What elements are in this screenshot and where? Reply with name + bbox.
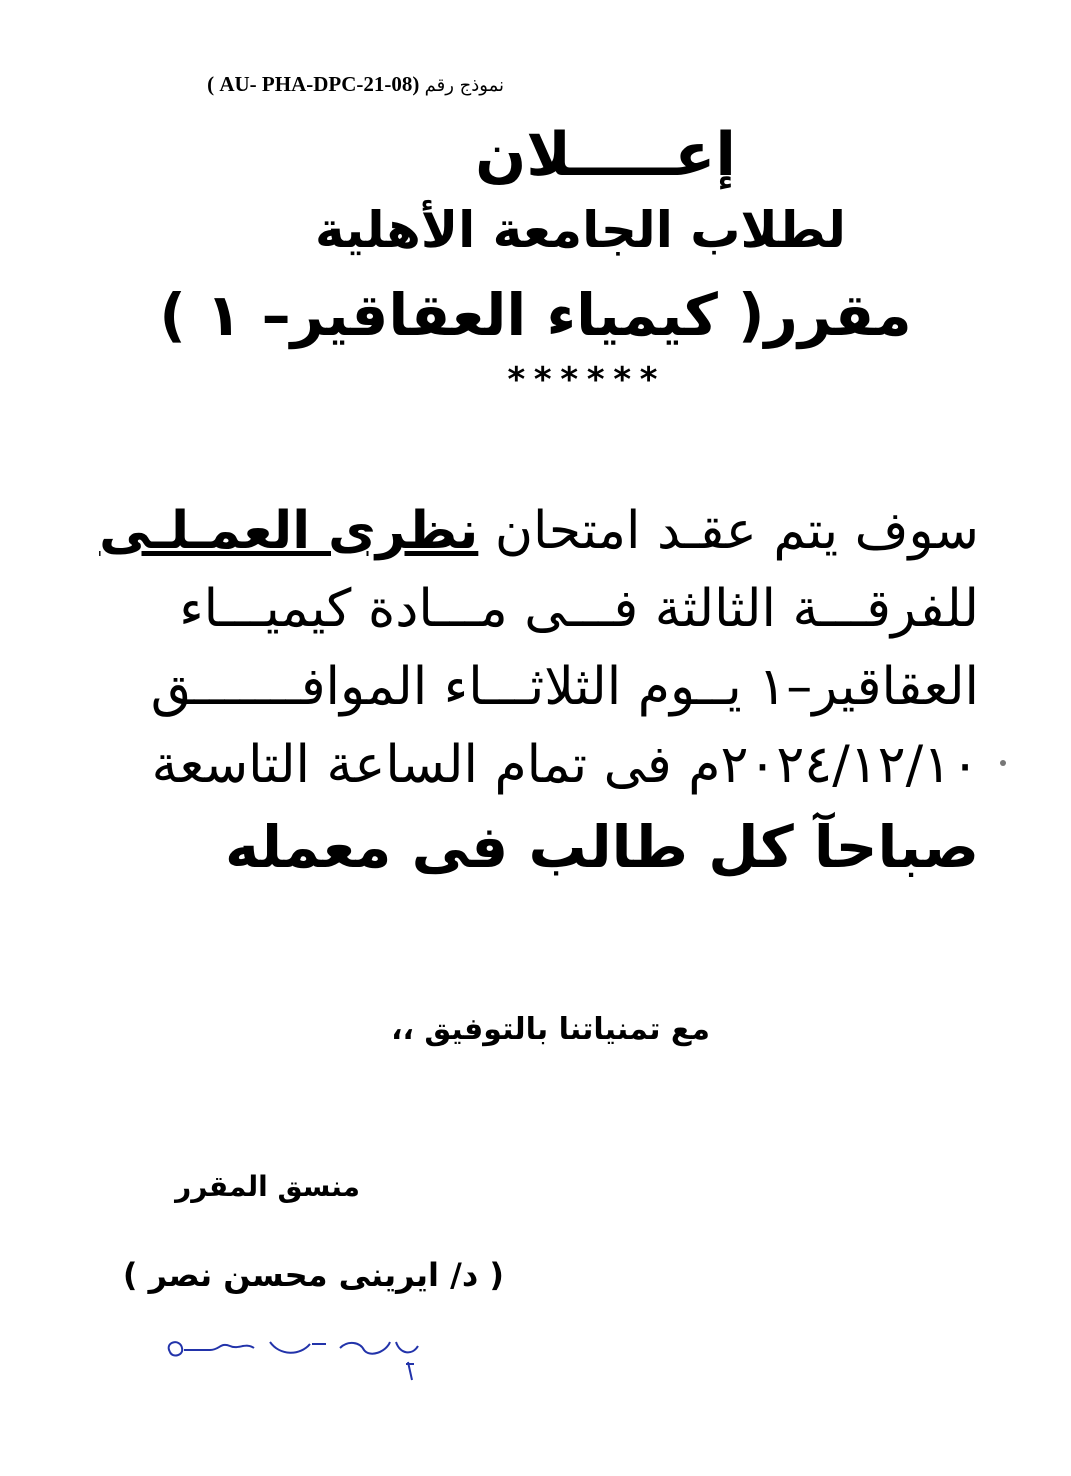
header-block — [0, 120, 1071, 400]
form-number-code: (AU- PHA-DPC-21-08 ) — [207, 72, 420, 96]
coordinator-name: ( د/ ايرينى محسن نصر ) — [122, 1256, 504, 1294]
body-line-2: للفرقـــة الثالثة فـــى مـــادة كيميـــاء — [179, 579, 979, 639]
form-number-label: نموذج رقم — [424, 75, 504, 96]
body-line-3: العقاقير–١ يــوم الثلاثـــاء الموافـــــــق — [150, 657, 979, 717]
form-number — [104, 72, 504, 97]
closing-wishes: مع تمنياتنا بالتوفيق ،، — [391, 1012, 710, 1047]
handwritten-signature — [150, 1312, 450, 1382]
separator-stars: ****** — [506, 360, 665, 400]
audience-line: لطلاب الجامعة الأهلية — [315, 201, 846, 259]
body-line-1-text: سوف يتم عقـد امتحان — [478, 501, 979, 561]
coordinator-title: منسق المقرر — [175, 1170, 360, 1203]
course-name: مقرر( كيمياء العقاقير– ١ ) — [159, 281, 912, 349]
body-line-1 — [99, 492, 979, 570]
body-line-5: صباحآ كل طالب فى معمله — [225, 813, 979, 881]
body-line-4: ٢٠٢٤/١٢/١٠م فى تمام الساعة التاسعة — [151, 735, 979, 795]
announcement-title: إعـــــلان — [475, 120, 736, 190]
exam-type-underlined: نظرى العمـلـى — [99, 501, 479, 561]
announcement-body — [99, 492, 979, 890]
scan-dot — [1000, 760, 1006, 766]
